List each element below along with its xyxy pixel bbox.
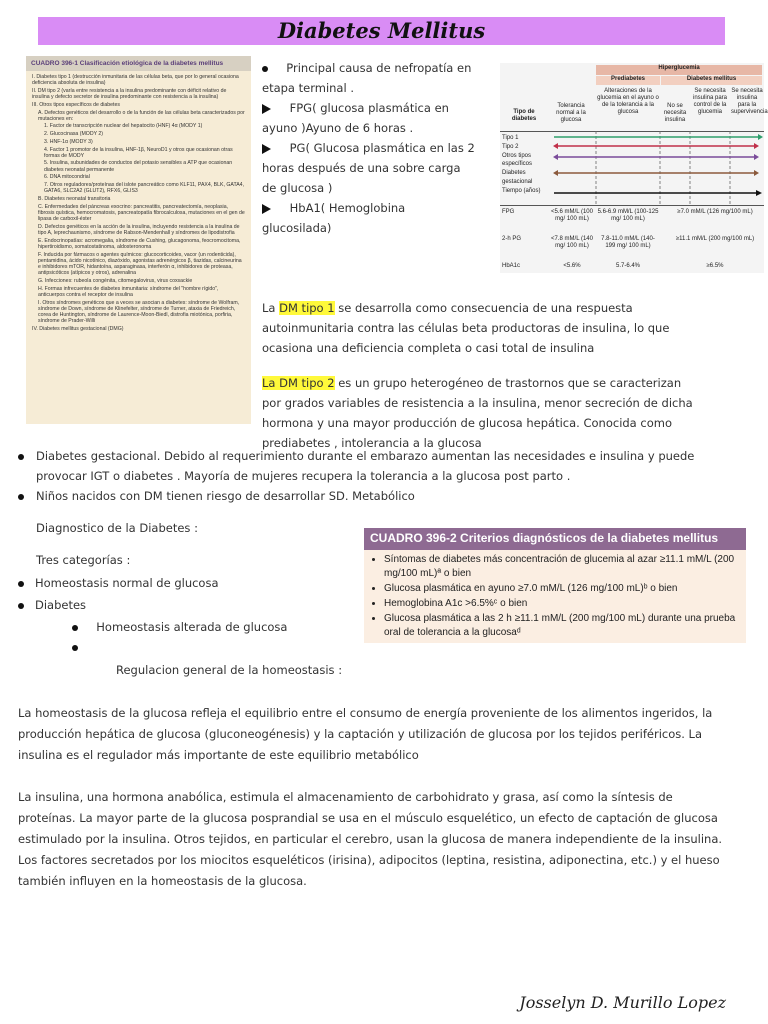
- bullet-icon: [72, 645, 78, 651]
- row-label: Tiempo (años): [502, 187, 541, 194]
- cuadro1-item: H. Formas infrecuentes de diabetes inmunitaria: síndrome del "hombre rígido", anticuerpos contra el receptor de insulina: [38, 285, 219, 298]
- arrow-bullet-icon: [262, 144, 271, 154]
- hiperglucemia-header: Hiperglucemia: [596, 65, 762, 75]
- dm2-text: es un grupo heterogéneo de trastornos que se caracterizan por grados variables de resistencia a la insulina, menor secreción de dicha hormona y una mayor producción de glucosa hepática. Conocida como prediabetes , intolerancia a la glucosa: [262, 376, 693, 450]
- tipo-header: Tipo de diabetes: [511, 109, 537, 122]
- bullet-icon: [18, 603, 24, 609]
- glycemia-spectrum-table: [500, 63, 768, 273]
- prediabetes-subheader: Alteraciones de la glucemia en el ayuno o de la tolerancia a la glucosa: [597, 88, 659, 115]
- note-arrow: [262, 198, 477, 238]
- list-item-text: Homeostasis alterada de glucosa: [96, 620, 288, 634]
- bullet-icon: [18, 494, 24, 500]
- categorias-list: [18, 573, 318, 615]
- no-insulin-subheader: No se necesita insulina: [663, 103, 687, 123]
- dm1-paragraph: [262, 298, 702, 358]
- cuadro1-item: A. Defectos genéticos del desarrollo o de la función de las células beta caracterizados por mutaciones en:: [38, 109, 245, 122]
- cuadro2-criteria-list: [364, 553, 746, 640]
- cuadro1-item: III. Otros tipos específicos de diabetes: [32, 101, 120, 108]
- note-text: Principal causa de nefropatía en etapa terminal .: [262, 61, 472, 95]
- title-banner: [38, 17, 725, 45]
- sub-list: [72, 617, 332, 655]
- pg-label: 2-h PG: [502, 236, 522, 242]
- arrow-bullet-icon: [262, 104, 271, 114]
- mid-bullets: [18, 446, 738, 506]
- control-subheader: Se necesita insulina para control de la glucemia: [692, 88, 728, 115]
- arrow-bullet-icon: [262, 204, 271, 214]
- cuadro1-item: D. Defectos genéticos en la acción de la insulina, incluyendo resistencia a la insulina de tipo A, leprechaunismo, síndrome de Rabson-Mendenhall y síndromes de lipodistrofia: [38, 223, 240, 236]
- dm1-prefix: La: [262, 301, 280, 315]
- cuadro1-item: G. Infecciones: rubeola congénita, citomegalovirus, virus coxsackie: [38, 277, 193, 284]
- tres-categorias: Tres categorías :: [36, 553, 131, 567]
- cuadro1-item: IV. Diabetes mellitus gestacional (DMG): [32, 325, 124, 332]
- diagnostico-heading: Diagnostico de la Diabetes :: [36, 521, 198, 535]
- list-item-text: Diabetes: [34, 598, 87, 612]
- dm2-highlight: La DM tipo 2: [262, 376, 335, 390]
- note-text: PG( Glucosa plasmática en las 2 horas después de una sobre carga de glucosa ): [262, 141, 475, 195]
- row-label: Tipo 2: [502, 143, 519, 150]
- note-arrow: [262, 98, 477, 138]
- cuadro1-title: CUADRO 396-1 Clasificación etiológica de la diabetes mellitus: [26, 56, 251, 71]
- cuadro-396-2-image: [364, 528, 746, 643]
- hba1c-dm: ≥6.5%: [706, 263, 724, 269]
- fpg-normal: <5.6 mM/L (100 mg/ 100 mL): [551, 209, 593, 222]
- survival-subheader: Se necesita insulina para la supervivencia: [731, 88, 768, 115]
- bullet-icon: [18, 454, 24, 460]
- list-item: [18, 486, 738, 506]
- bullet-icon: [72, 625, 78, 631]
- list-item: [18, 595, 318, 615]
- page-title: Diabetes Mellitus: [277, 18, 486, 43]
- criteria-item: • Glucosa plasmática en ayuno ≥7.0 mM/L (126 mg/100 mL)ᵇ o bien: [384, 582, 746, 596]
- list-item: [18, 446, 738, 486]
- hba1c-pre: 5.7-6.4%: [615, 263, 640, 269]
- criteria-item: • Glucosa plasmática a las 2 h ≥11.1 mM/L (200 mg/100 mL) durante una prueba oral de tolerancia a la glucosaᵈ: [384, 612, 746, 640]
- list-item-text: Niños nacidos con DM tienen riesgo de desarrollar SD. Metabólico: [36, 489, 415, 503]
- fpg-dm: ≥7.0 mM/L (126 mg/100 mL): [677, 209, 753, 215]
- cuadro1-item: 3. HNF-1α (MODY 3): [44, 138, 93, 145]
- list-item: [72, 637, 332, 655]
- list-item-text: Diabetes gestacional. Debido al requerimiento durante el embarazo aumentan las necesidades e insulina y puede provocar IGT o diabetes . Mayoría de mujeres recupera la tolerancia a la glucosa post parto .: [36, 449, 695, 483]
- criteria-item: • Hemoglobina A1c >6.5%ᶜ o bien: [384, 597, 746, 611]
- homeostasis-paragraph-1: La homeostasis de la glucosa refleja el equilibrio entre el consumo de energía proveniente de los alimentos ingeridos, la producción hepática de glucosa (gluconeogénesis) y la captación y utilización de glucosa por los tejidos periféricos. La insulina es el regulador más importante de este equilibrio metabólico: [18, 706, 713, 762]
- dm2-paragraph: [262, 373, 702, 453]
- list-item-text: Homeostasis normal de glucosa: [34, 576, 219, 590]
- cuadro1-item: 2. Glucocinasa (MODY 2): [44, 131, 104, 138]
- row-label: Diabetes gestacional: [502, 170, 533, 185]
- cuadro1-item: 4. Factor 1 promotor de la insulina, HNF-1β, NeuroD1 y otros que ocasionan otras formas de MODY: [44, 146, 233, 159]
- cuadro1-item: C. Enfermedades del páncreas exocrino: pancreatitis, pancreatectomía, neoplasia, fibrosis quística, hemocromatosis, pancreatopatía fibrocalculosa, mutaciones en el gen de lipasa de carboxil-éster: [38, 203, 245, 223]
- fpg-pre: 5.6-6.9 mM/L (100-125 mg/ 100 mL): [597, 209, 659, 222]
- cuadro1-item: B. Diabetes neonatal transitoria: [38, 195, 111, 202]
- dm-header: Diabetes mellitus: [661, 76, 762, 85]
- bullet-icon: [18, 581, 24, 587]
- cuadro2-title: CUADRO 396-2 Criterios diagnósticos de la diabetes mellitus: [364, 528, 746, 550]
- row-labels: [502, 134, 552, 196]
- note-arrow: [262, 138, 477, 198]
- cuadro1-item: 6. DNA mitocondrial: [44, 174, 90, 181]
- cuadro1-list: [26, 71, 251, 337]
- cuadro-396-1-image: [26, 56, 251, 424]
- bullet: [18, 486, 36, 506]
- pg-pre: 7.8-11.0 mM/L (140-199 mg/ 100 mL): [601, 236, 655, 249]
- cuadro1-item: 5. Insulina, subunidades de conductos del potasio sensibles a ATP que ocasionan diabetes neonatal permanente: [44, 160, 233, 173]
- cuadro1-item: E. Endocrinopatías: acromegalia, síndrome de Cushing, glucagonoma, feocromocitoma, hipertiroidismo, somatostatinoma, aldosteronoma: [38, 237, 241, 250]
- list-item: [72, 617, 332, 637]
- pg-normal: <7.8 mM/L (140 mg/ 100 mL): [551, 236, 593, 249]
- criteria-item: • Síntomas de diabetes más concentración de glucemia al azar ≥11.1 mM/L (200 mg/100 mL)ª o bien: [384, 553, 746, 581]
- cuadro1-item: I. Diabetes tipo 1 (destrucción inmunitaria de las células beta, que por lo general ocasiona deficiencia absoluta de insulina): [32, 74, 239, 87]
- normal-subheader: Tolerancia normal a la glucosa: [556, 103, 586, 123]
- cuadro1-item: I. Otros síndromes genéticos que a veces se asocian a diabetes: síndrome de Wolfram, síndrome de Down, síndrome de Klinefelter, síndrome de Turner, ataxia de Friedreich, corea de Huntington, síndrome de Laurence-Moon-Biedl, distrofia miotónica, porfiria, síndrome de Prader-Willi: [38, 299, 240, 325]
- fpg-label: FPG: [502, 209, 515, 215]
- table-divider: [500, 205, 764, 206]
- dm1-highlight: DM tipo 1: [279, 301, 335, 315]
- top-notes: [262, 58, 477, 238]
- author-signature: Josselyn D. Murillo Lopez: [519, 993, 726, 1012]
- note-bullet: [262, 58, 477, 98]
- cuadro1-item: II. DM tipo 2 (varía entre resistencia a la insulina predominante con déficit relativo de insulina y defecto secretor de insulina predominante con resistencia a la insulina): [32, 87, 227, 101]
- row-label: Otros tipos específicos: [502, 152, 533, 168]
- note-text: FPG( glucosa plasmática en ayuno )Ayuno de 6 horas .: [262, 101, 449, 135]
- homeostasis-paragraph-2: La insulina, una hormona anabólica, estimula el almacenamiento de carbohidrato y grasa, así como la síntesis de proteínas. La mayor parte de la glucosa posprandial se usa en el músculo esquelético, un efecto de captación de glucosa estimulado por la insulina. Otros tejidos, en particular el cerebro, usan la glucosa de manera independiente de la insulina. Los factores secretados por los miocitos esqueléticos (irisina), adipocitos (leptina, resistina, adiponectina, etc.) y el hueso también influyen en la homeostasis de la glucosa.: [18, 790, 723, 888]
- hba1c-normal: <5.6%: [563, 263, 581, 269]
- bullet-icon: [262, 66, 268, 72]
- regulacion-heading: Regulacion general de la homeostasis :: [116, 663, 343, 677]
- hba1c-label: HbA1c: [502, 263, 521, 269]
- pg-dm: ≥11.1 mM/L (200 mg/100 mL): [675, 236, 755, 242]
- row-label: Tipo 1: [502, 135, 519, 141]
- bullet: [18, 446, 36, 486]
- prediabetes-header: Prediabetes: [596, 76, 660, 85]
- cuadro1-item: 7. Otros reguladores/proteínas del islote pancreático como KLF11, PAX4, BLK, GATA4, GATA6, SLC2A2 (GLUT2), RFX6, GLIS3: [44, 182, 245, 195]
- list-item: [18, 573, 318, 593]
- diabetes-progression-arrows: [550, 131, 764, 205]
- dm1-text: se desarrolla como consecuencia de una respuesta autoinmunitaria contra las células beta productoras de insulina, lo que ocasiona una deficiencia completa o casi total de insulina: [262, 301, 670, 355]
- cuadro1-item: 1. Factor de transcripción nuclear del hepatocito (HNF) 4α (MODY 1): [44, 123, 203, 130]
- cuadro1-item: F. Inducida por fármacos o agentes químicos: glucocorticoides, vacor (un rodenticida), pentamidina, ácido nicotínico, diazóxido, agonistas adrenérgicos β, tiazidas, calcineurina e inhibidores mTOR, hidantoína, asparaginasa, interferón α, inhibidores de proteasa, antipsicóticos (atípicos y otros), adrenalina: [38, 251, 242, 277]
- note-text: HbA1( Hemoglobina glucosilada): [262, 201, 406, 235]
